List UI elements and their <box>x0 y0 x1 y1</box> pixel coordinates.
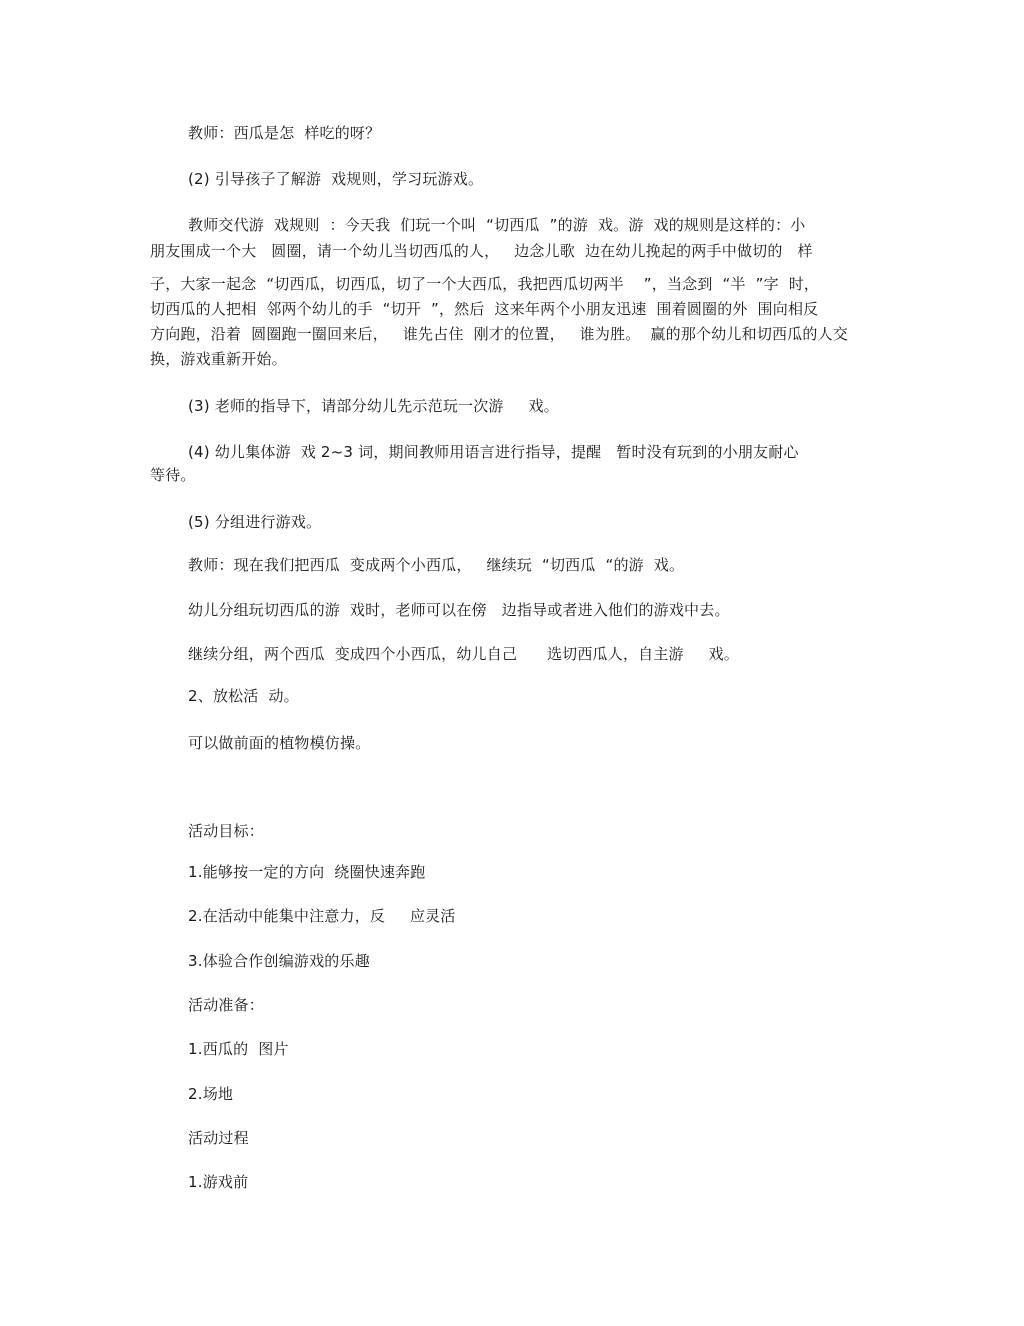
text-line: 2、放松活 动。 <box>188 687 299 705</box>
text-line: 活动过程 <box>188 1129 249 1147</box>
text-line: 换，游戏重新开始。 <box>150 350 287 368</box>
text-line: 活动目标： <box>188 822 265 840</box>
text-line: 可以做前面的植物模仿操。 <box>188 734 371 752</box>
text-line: (4) 幼儿集体游 戏 2~3 词，期间教师用语言进行指导，提醒 暂时没有玩到的小朋友耐心 <box>188 443 799 461</box>
text-line: 教师：西瓜是怎 样吃的呀？ <box>188 124 381 142</box>
text-line: 朋友围成一个大 圆圈，请一个幼儿当切西瓜的人， 边念儿歌 边在幼儿挽起的两手中做切的 样 <box>150 242 813 260</box>
text-line: 教师交代游 戏规则 ：今天我 们玩一个叫 “切西瓜 ”的游 戏。游 戏的规则是这样的：小 <box>188 216 806 234</box>
text-line: 2.在活动中能集中注意力，反 应灵活 <box>188 907 456 925</box>
text-line: 子，大家一起念 “切西瓜，切西瓜，切了一个大西瓜，我把西瓜切两半 ”，当念到 “半 ”字 时， <box>150 275 820 293</box>
text-line: (2) 引导孩子了解游 戏规则，学习玩游戏。 <box>188 170 484 188</box>
text-line: 1.游戏前 <box>188 1173 249 1191</box>
text-line: 继续分组，两个西瓜 变成四个小西瓜，幼儿自己 选切西瓜人，自主游 戏。 <box>188 645 739 663</box>
text-line: 2.场地 <box>188 1085 234 1103</box>
text-line: 方向跑，沿着 圆圈跑一圈回来后， 谁先占住 刚才的位置， 谁为胜。 赢的那个幼儿和切西瓜的人交 <box>150 325 849 343</box>
text-line: (3) 老师的指导下，请部分幼儿先示范玩一次游 戏。 <box>188 397 559 415</box>
text-line: 教师：现在我们把西瓜 变成两个小西瓜， 继续玩 “切西瓜 “的游 戏。 <box>188 556 685 574</box>
text-line: 幼儿分组玩切西瓜的游 戏时，老师可以在傍 边指导或者进入他们的游戏中去。 <box>188 601 730 619</box>
text-line: 1.能够按一定的方向 绕圈快速奔跑 <box>188 863 426 881</box>
text-line: 1.西瓜的 图片 <box>188 1040 289 1058</box>
text-line: 切西瓜的人把相 邻两个幼儿的手 “切开 ”，然后 这来年两个小朋友迅速 围着圆圈的外 围向相反 <box>150 300 819 318</box>
text-line: 等待。 <box>150 466 196 484</box>
text-line: (5) 分组进行游戏。 <box>188 513 322 531</box>
text-line: 活动准备： <box>188 996 265 1014</box>
text-line: 3.体验合作创编游戏的乐趣 <box>188 952 370 970</box>
